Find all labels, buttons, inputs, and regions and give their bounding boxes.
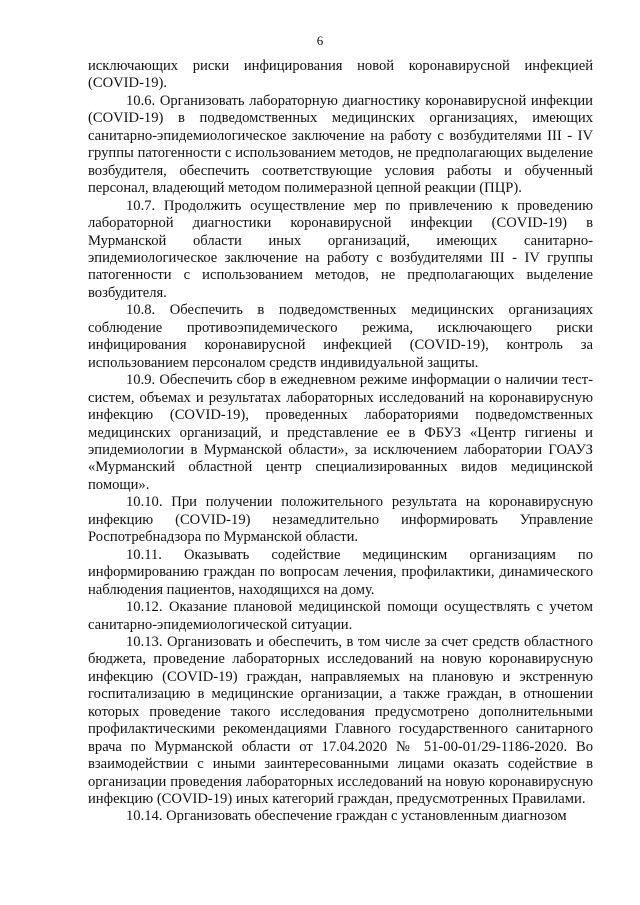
paragraph-10-8: 10.8. Обеспечить в подведомственных медицинских организациях соблюдение противоэпидемического режима, исключающего риски инфицирования коронавирусной инфекцией (COVID-19), контроль за использованием персоналом средств индивидуальной защиты. xyxy=(88,302,593,371)
paragraph-10-11: 10.11. Оказывать содействие медицинским организациям по информированию граждан по вопросам лечения, профилактики, динамического наблюдения пациентов, находящихся на дому. xyxy=(88,546,593,598)
paragraph-10-6: 10.6. Организовать лабораторную диагностику коронавирусной инфекции (COVID-19) в подведомственных медицинских организациях, имеющих санитарно-эпидемиологическое заключение на работу с возбудителями III - IV группы патогенности с использованием методов, не предполагающих выделение возбудителя, обеспечить соответствующие условия работы и обученный персонал, владеющий методом полимеразной цепной реакции (ПЦР). xyxy=(88,92,593,197)
paragraph-10-7: 10.7. Продолжить осуществление мер по привлечению к проведению лабораторной диагностики коронавирусной инфекции (COVID-19) в Мурманской области иных организаций, имеющих санитарно-эпидемиологическое заключение на работу с возбудителями III - IV группы патогенности с использованием методов, не предполагающих выделение возбудителя. xyxy=(88,197,593,301)
paragraph-10-10: 10.10. При получении положительного результата на коронавирусную инфекцию (COVID-19) незамедлительно информировать Управление Роспотребнадзора по Мурманской области. xyxy=(88,494,593,546)
paragraph-10-13: 10.13. Организовать и обеспечить, в том числе за счет средств областного бюджета, проведение лабораторных исследований на новую коронавирусную инфекцию (COVID-19) граждан, направляемых на плановую и экстренную госпитализацию в медицинские организации, а также граждан, в отношении которых проведение такого исследования предусмотрено дополнительными профилактическими рекомендациями Главного государственного санитарного врача по Мурманской области от 17.04.2020 № 51-00-01/29-1186-2020. Во взаимодействии с иными заинтересованными лицами оказать содействие в организации проведения лабораторных исследований на новую коронавирусную инфекцию (COVID-19) иных категорий граждан, предусмотренных Правилами. xyxy=(88,633,593,808)
paragraph-10-12: 10.12. Оказание плановой медицинской помощи осуществлять с учетом санитарно-эпидемиологической ситуации. xyxy=(88,599,593,633)
document-body xyxy=(88,58,593,826)
paragraph-10-9: 10.9. Обеспечить сбор в ежедневном режиме информации о наличии тест-систем, объемах и результатах лабораторных исследований на коронавирусную инфекцию (COVID-19), проведенных лабораториями подведомственных медицинских организаций, и представление ее в ФБУЗ «Центр гигиены и эпидемиологии в Мурманской области», за исключением лаборатории ГОАУЗ «Мурманский областной центр специализированных видов медицинской помощи». xyxy=(88,372,593,493)
paragraph-continuation: исключающих риски инфицирования новой коронавирусной инфекцией (COVID-19). xyxy=(88,58,593,92)
page-number: 6 xyxy=(316,33,324,48)
paragraph-10-14: 10.14. Организовать обеспечение граждан с установленным диагнозом xyxy=(126,808,567,825)
